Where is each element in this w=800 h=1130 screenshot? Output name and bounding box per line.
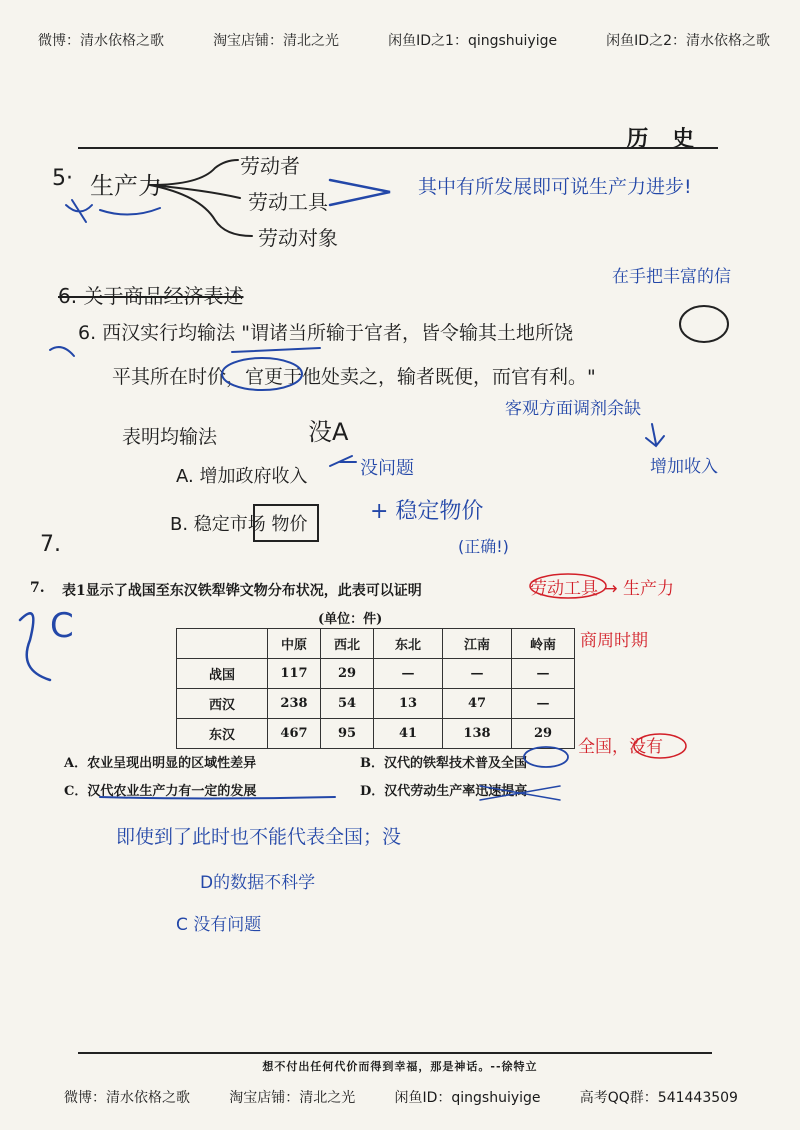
- table-cell: —: [512, 689, 575, 719]
- table-header-cell: 岭南: [512, 629, 575, 659]
- question7-unit: (单位：件): [318, 612, 383, 627]
- item6-line-1: 6. 西汉实行均输法 "谓诸当所输于官者，皆令输其土地所饶: [78, 322, 573, 344]
- item5-branch-3: 劳动对象: [258, 226, 338, 250]
- header-taobao: 淘宝店铺：清北之光: [213, 33, 340, 49]
- item6-option-a: A. 增加政府收入: [176, 466, 308, 487]
- bottom-divider: [78, 1052, 712, 1054]
- q7-note-1: 即使到了此时也不能代表全国；没: [116, 826, 402, 848]
- item5-branch-1: 劳动者: [240, 154, 300, 178]
- option-c: C．汉代农业生产力有一定的发展: [64, 784, 257, 799]
- table-cell: 467: [268, 719, 321, 749]
- table-cell: 13: [374, 689, 443, 719]
- item5-number: 5·: [52, 166, 73, 191]
- question7-number: 7.: [30, 580, 45, 596]
- table-cell: 238: [268, 689, 321, 719]
- table-header-cell: 中原: [268, 629, 321, 659]
- table-cell: 41: [374, 719, 443, 749]
- item6-option-b-paren: (正确!): [458, 537, 509, 556]
- item6-option-b-note: + 稳定物价: [370, 499, 484, 524]
- item6-option-b: B. 稳定市场 物价: [170, 514, 308, 535]
- q7-red-note-1: 劳动工具 → 生产力: [530, 579, 675, 599]
- item5-note: 其中有所发展即可说生产力进步!: [418, 176, 692, 198]
- q7-answer: C: [50, 606, 74, 646]
- q7-red-note-2: 商周时期: [580, 631, 648, 651]
- subject-title: 历 史: [626, 126, 702, 152]
- item5-word: 生产力: [90, 172, 162, 200]
- table-cell: —: [443, 659, 512, 689]
- item6-line-3: 表明均输法: [122, 426, 218, 448]
- option-b: B．汉代的铁犁技术普及全国: [360, 756, 527, 771]
- table-cell: 29: [321, 659, 374, 689]
- table-cell: 东汉: [177, 719, 268, 749]
- item6-line-2: 平其所在时价，官更于他处卖之，输者既便，而官有利。": [112, 366, 596, 388]
- footer-qq: 高考QQ群：541443509: [579, 1090, 738, 1106]
- table-cell: 117: [268, 659, 321, 689]
- table-header-cell: 东北: [374, 629, 443, 659]
- item7-mark: 7.: [40, 532, 61, 557]
- table-cell: 战国: [177, 659, 268, 689]
- option-b-red-note: 全国，没有: [578, 737, 663, 757]
- header-xianyu-2: 闲鱼ID之2：清水依格之歌: [606, 33, 770, 49]
- table-cell: 138: [443, 719, 512, 749]
- q7-note-2: D的数据不科学: [200, 873, 316, 893]
- q7-note-3: C 没有问题: [176, 915, 262, 935]
- table-cell: —: [512, 659, 575, 689]
- footer-taobao: 淘宝店铺：清北之光: [229, 1090, 356, 1106]
- table-cell: 29: [512, 719, 575, 749]
- option-d: D．汉代劳动生产率迅速提高: [360, 784, 528, 799]
- crossed-out-line: 6. 关于商品经济表述: [58, 284, 244, 308]
- header-xianyu-1: 闲鱼ID之1：qingshuiyige: [388, 33, 558, 49]
- item6-arrow-note: 增加收入: [650, 457, 718, 477]
- footer-xianyu: 闲鱼ID：qingshuiyige: [394, 1090, 541, 1106]
- item6-option-a-note: 没问题: [360, 458, 414, 479]
- question7-stem: 表1显示了战国至东汉铁犁铧文物分布状况，此表可以证明: [62, 583, 422, 599]
- table-cell: 54: [321, 689, 374, 719]
- table-cell: 47: [443, 689, 512, 719]
- table-header-cell: 江南: [443, 629, 512, 659]
- table-header-cell: 西北: [321, 629, 374, 659]
- item6-note: 客观方面调剂余缺: [505, 399, 641, 419]
- item5-branch-2: 劳动工具: [248, 190, 328, 214]
- table-cell: —: [374, 659, 443, 689]
- table-cell: 95: [321, 719, 374, 749]
- page-footer: [64, 1087, 738, 1107]
- footer-quote: 想不付出任何代价而得到幸福，那是神话。--徐特立: [262, 1060, 538, 1073]
- table-cell: 西汉: [177, 689, 268, 719]
- option-a: A．农业呈现出明显的区域性差异: [64, 756, 257, 771]
- side-note: 在手把丰富的信: [612, 267, 731, 287]
- item6-answer: 没A: [308, 418, 349, 446]
- header-weibo: 微博：清水依格之歌: [38, 33, 164, 49]
- footer-weibo: 微博：清水依格之歌: [64, 1090, 190, 1106]
